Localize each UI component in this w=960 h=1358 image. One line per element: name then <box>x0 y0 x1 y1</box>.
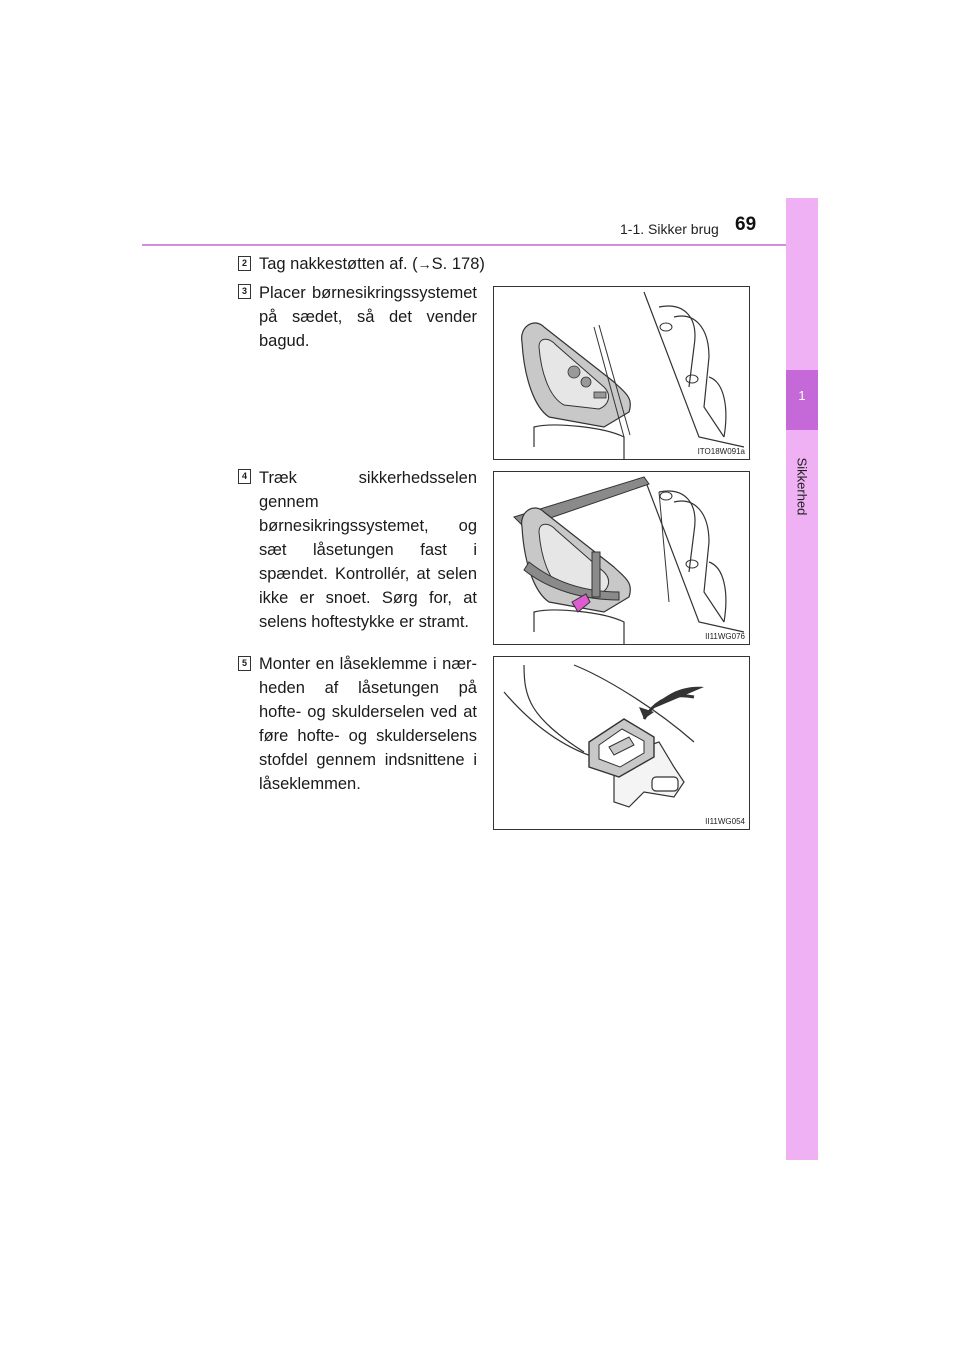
step-5-text: Monter en låseklemme i nær-heden af låsetungen på hofte- og skulderselen ved at føre hofte- og skulderselens stofdel gennem indsnittene i låseklemmen. <box>259 655 477 793</box>
seatbelt-routing-illustration <box>494 472 749 644</box>
step-2-text <box>259 252 485 276</box>
chapter-side-tab <box>786 198 818 1160</box>
step-2-text-prefix: Tag nakkestøtten af. ( <box>259 255 418 273</box>
step-2-link-ref[interactable]: S. 178) <box>431 255 485 273</box>
arrow-right-icon: → <box>417 256 432 272</box>
figure-code: II11WG054 <box>705 817 745 826</box>
page-number: 69 <box>735 214 757 235</box>
step-4-marker: 4 <box>238 469 251 484</box>
figure-child-seat-rear-facing <box>493 286 750 460</box>
step-5-marker: 5 <box>238 656 251 671</box>
figure-seatbelt-routing <box>493 471 750 645</box>
chapter-number: 1 <box>798 388 806 403</box>
section-title: 1-1. Sikker brug <box>620 221 719 237</box>
step-3-marker: 3 <box>238 284 251 299</box>
chapter-label-wrap <box>786 446 818 526</box>
step-2-marker: 2 <box>238 256 251 271</box>
step-3-text: Placer børnesikringssystemet på sædet, så det vender bagud. <box>259 284 477 350</box>
figure-code: ITO18W091a <box>697 447 745 456</box>
step-4-text: Træk sikkerhedsselen gennem børnesikringssystemet, og sæt låsetungen fast i spændet. Kontrollér, at selen ikke er snoet. Sørg for, at selens hoftestykke er stramt. <box>259 469 477 631</box>
figure-code: II11WG076 <box>705 632 745 641</box>
child-seat-illustration <box>494 287 749 459</box>
locking-clip-illustration <box>494 657 749 829</box>
header-rule <box>142 244 818 246</box>
chapter-label: Sikkerhed <box>794 457 810 515</box>
figure-locking-clip <box>493 656 750 830</box>
